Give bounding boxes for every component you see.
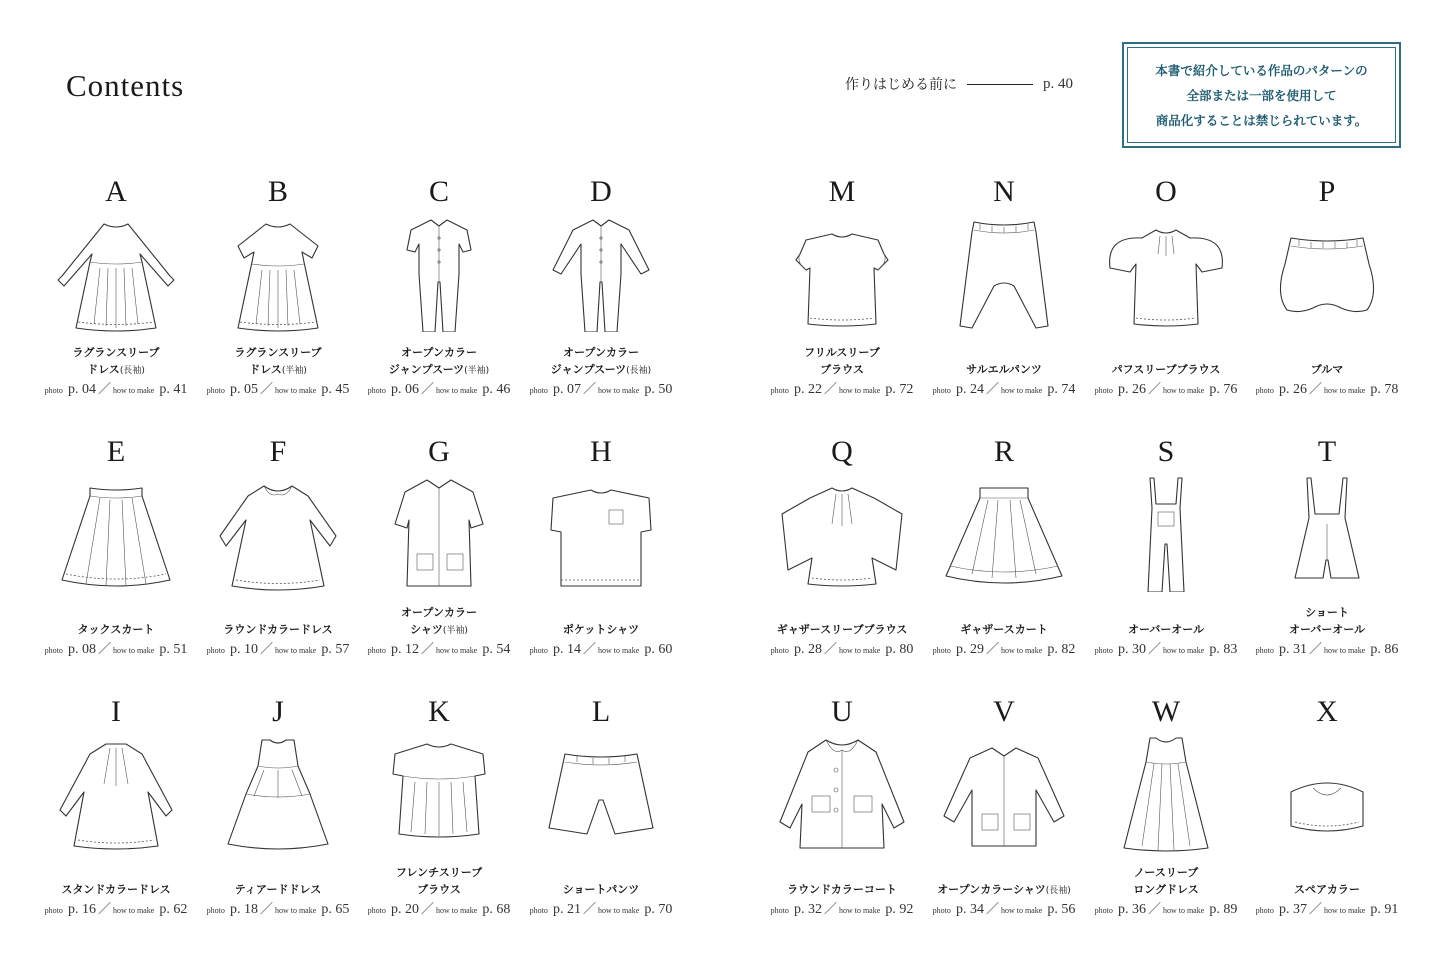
entry-name (760, 621, 924, 638)
stand-collar-dress-icon (52, 734, 180, 852)
entry-name (357, 864, 521, 898)
photo-page: p. 07 (552, 382, 581, 397)
entry-letter: L (591, 695, 611, 728)
entry-letter: R (993, 435, 1014, 468)
how-page: p. 56 (1047, 902, 1076, 917)
separator: ／ (1308, 382, 1322, 397)
how-page: p. 78 (1370, 382, 1399, 397)
photo-page: p. 31 (1278, 642, 1307, 657)
separator: ／ (985, 382, 999, 397)
short-overall-icon (1263, 474, 1391, 592)
frill-blouse-icon (778, 214, 906, 332)
how-page: p. 60 (644, 642, 673, 657)
how-page: p. 91 (1370, 902, 1399, 917)
entry-letter: N (993, 175, 1015, 208)
entry-page-refs (1237, 378, 1417, 398)
photo-label: photo (529, 906, 548, 915)
entry-name (1245, 881, 1409, 898)
entry-name-line: ショートパンツ (562, 883, 640, 896)
how-label: how to make (597, 646, 640, 655)
photo-label: photo (44, 906, 63, 915)
entry-letter: H (590, 435, 612, 468)
entry-name-line: フリルスリーブ (804, 346, 880, 359)
gather-skirt-icon (940, 474, 1068, 592)
how-page: p. 45 (321, 382, 350, 397)
tuck-skirt-icon (52, 474, 180, 592)
photo-page: p. 21 (552, 902, 581, 917)
how-label: how to make (1000, 906, 1043, 915)
leader-rule (967, 84, 1033, 85)
gather-sleeve-blouse-icon (778, 474, 906, 592)
entry-name (196, 621, 360, 638)
entry-name-line: シャツ(半袖) (410, 623, 468, 636)
entry-page-refs (26, 898, 206, 918)
separator: ／ (1147, 642, 1161, 657)
entry-name (34, 344, 198, 380)
entry-letter: K (428, 695, 450, 728)
entry-letter: G (428, 435, 450, 468)
photo-page: p. 10 (229, 642, 258, 657)
photo-label: photo (1094, 386, 1113, 395)
how-label: how to make (1162, 646, 1205, 655)
photo-page: p. 14 (552, 642, 581, 657)
photo-label: photo (1255, 906, 1274, 915)
tiered-dress-icon (214, 734, 342, 852)
entry-page-refs (752, 378, 932, 398)
how-page: p. 41 (159, 382, 188, 397)
entry-name-line: フレンチスリーブ (395, 866, 483, 879)
how-label: how to make (1323, 646, 1366, 655)
separator: ／ (1308, 902, 1322, 917)
entry-name-line: ブラウス (820, 363, 864, 376)
spare-collar-icon (1263, 734, 1391, 852)
how-page: p. 46 (482, 382, 511, 397)
notice-line: 全部または一部を使用して (1186, 87, 1337, 103)
entry-name (196, 344, 360, 380)
open-collar-shirt-long-icon (940, 734, 1068, 852)
photo-page: p. 24 (955, 382, 984, 397)
photo-label: photo (206, 386, 225, 395)
puff-blouse-icon (1102, 214, 1230, 332)
copyright-notice (1122, 42, 1401, 148)
how-label: how to make (1000, 386, 1043, 395)
how-page: p. 62 (159, 902, 188, 917)
how-label: how to make (838, 646, 881, 655)
photo-page: p. 16 (67, 902, 96, 917)
entry-name-line: オーバーオール (1288, 623, 1365, 636)
how-label: how to make (838, 386, 881, 395)
photo-page: p. 37 (1278, 902, 1307, 917)
entry-name (196, 881, 360, 898)
entry-name (1245, 361, 1409, 378)
entry-letter: M (828, 175, 856, 208)
separator: ／ (823, 642, 837, 657)
how-page: p. 89 (1209, 902, 1238, 917)
entry-name-line: ラグランスリーブ (72, 346, 160, 359)
how-label: how to make (112, 646, 155, 655)
entry-page-refs (511, 378, 691, 398)
photo-page: p. 29 (955, 642, 984, 657)
photo-page: p. 12 (390, 642, 419, 657)
how-label: how to make (274, 646, 317, 655)
entry-name (1245, 604, 1409, 638)
entry-page-refs (1076, 638, 1256, 658)
separator: ／ (582, 642, 596, 657)
photo-page: p. 04 (67, 382, 96, 397)
photo-label: photo (770, 386, 789, 395)
how-page: p. 76 (1209, 382, 1238, 397)
entry-name-line: オープンカラー (400, 346, 477, 359)
entry-page-refs (1237, 638, 1417, 658)
entry-name (519, 621, 683, 638)
photo-page: p. 08 (67, 642, 96, 657)
entry-letter: W (1151, 695, 1181, 728)
entry-name-line: ノースリーブ (1133, 866, 1199, 879)
entry-letter: C (428, 175, 449, 208)
entry-page-refs (1237, 898, 1417, 918)
entry-page-refs (26, 638, 206, 658)
entry-name-line: ポケットシャツ (562, 623, 640, 636)
how-page: p. 57 (321, 642, 350, 657)
photo-label: photo (44, 386, 63, 395)
entry-page-refs (1076, 898, 1256, 918)
entry-page-refs (188, 638, 368, 658)
how-page: p. 68 (482, 902, 511, 917)
entry-name (922, 361, 1086, 378)
sleeveless-long-dress-icon (1102, 734, 1230, 852)
photo-label: photo (1094, 646, 1113, 655)
photo-page: p. 05 (229, 382, 258, 397)
entry-page-refs (511, 898, 691, 918)
entry-page-refs (188, 898, 368, 918)
entry-page-refs (349, 898, 529, 918)
entry-page-refs (914, 638, 1094, 658)
entry-page-refs (1076, 378, 1256, 398)
entry-page-refs (349, 638, 529, 658)
separator: ／ (582, 902, 596, 917)
how-label: how to make (274, 386, 317, 395)
entry-name (1084, 361, 1248, 378)
entry-name (34, 621, 198, 638)
photo-label: photo (770, 906, 789, 915)
entry-name-line: ブルマ (1310, 363, 1344, 376)
entry-page-refs (188, 378, 368, 398)
how-page: p. 80 (885, 642, 914, 657)
bloomers-icon (1263, 214, 1391, 332)
how-page: p. 82 (1047, 642, 1076, 657)
separator: ／ (97, 382, 111, 397)
entry-letter: E (106, 435, 126, 468)
entry-letter: Q (831, 435, 853, 468)
entry-name-line: ブラウス (417, 883, 461, 896)
french-sleeve-blouse-icon (375, 734, 503, 852)
how-page: p. 65 (321, 902, 350, 917)
entry-letter: D (590, 175, 612, 208)
how-label: how to make (274, 906, 317, 915)
separator: ／ (823, 902, 837, 917)
photo-label: photo (770, 646, 789, 655)
photo-page: p. 32 (793, 902, 822, 917)
notice-line: 本書で紹介している作品のパターンの (1155, 62, 1368, 78)
entry-name-line: ショート (1305, 606, 1349, 619)
entry-name (760, 881, 924, 898)
entry-name-line: オープンカラー (562, 346, 639, 359)
entry-name-line: オーバーオール (1127, 623, 1204, 636)
photo-page: p. 26 (1278, 382, 1307, 397)
contents-title: Contents (66, 68, 185, 103)
photo-label: photo (932, 906, 951, 915)
entry-page-refs (752, 898, 932, 918)
how-label: how to make (1162, 906, 1205, 915)
entry-name-line: オープンカラーシャツ(長袖) (937, 883, 1071, 896)
entry-name-line: ギャザースリーブブラウス (776, 623, 908, 636)
entry-name-line: タックスカート (77, 623, 155, 636)
photo-label: photo (206, 646, 225, 655)
entry-letter: I (111, 695, 121, 728)
entry-name (357, 604, 521, 640)
entry-letter: F (269, 435, 287, 468)
separator: ／ (582, 382, 596, 397)
separator: ／ (1147, 902, 1161, 917)
separator: ／ (420, 382, 434, 397)
raglan-dress-short-icon (214, 214, 342, 332)
entry-page-refs (914, 378, 1094, 398)
entry-name (519, 344, 683, 380)
entry-name-line: ラグランスリーブ (234, 346, 322, 359)
how-label: how to make (1323, 906, 1366, 915)
photo-label: photo (367, 906, 386, 915)
how-label: how to make (435, 646, 478, 655)
separator: ／ (259, 382, 273, 397)
how-page: p. 70 (644, 902, 673, 917)
entry-letter: S (1157, 435, 1175, 468)
jumpsuit-long-icon (537, 214, 665, 332)
entry-name-line: オープンカラー (400, 606, 477, 619)
how-page: p. 50 (644, 382, 673, 397)
how-page: p. 86 (1370, 642, 1399, 657)
entry-name-line: サルエルパンツ (966, 363, 1042, 376)
photo-page: p. 36 (1117, 902, 1146, 917)
separator: ／ (420, 642, 434, 657)
entry-letter: X (1316, 695, 1338, 728)
round-collar-dress-icon (214, 474, 342, 592)
photo-page: p. 34 (955, 902, 984, 917)
entry-name (357, 344, 521, 380)
how-label: how to make (112, 386, 155, 395)
raglan-dress-long-icon (52, 214, 180, 332)
entry-name (519, 881, 683, 898)
entry-name-line: ロングドレス (1133, 883, 1199, 896)
photo-label: photo (529, 386, 548, 395)
prep-label: 作りはじめる前に (845, 77, 957, 93)
entry-name-line: スタンドカラードレス (61, 883, 171, 896)
photo-label: photo (1255, 646, 1274, 655)
entry-name-line: ラウンドカラードレス (223, 623, 333, 636)
how-page: p. 92 (885, 902, 914, 917)
overall-icon (1102, 474, 1230, 592)
entry-letter: O (1155, 175, 1177, 208)
photo-page: p. 18 (229, 902, 258, 917)
separator: ／ (985, 902, 999, 917)
photo-page: p. 06 (390, 382, 419, 397)
separator: ／ (985, 642, 999, 657)
entry-name (922, 621, 1086, 638)
how-label: how to make (838, 906, 881, 915)
photo-label: photo (932, 386, 951, 395)
jumpsuit-short-icon (375, 214, 503, 332)
entry-name-line: ジャンプスーツ(長袖) (550, 363, 652, 376)
separator: ／ (823, 382, 837, 397)
entry-page-refs (752, 638, 932, 658)
photo-page: p. 28 (793, 642, 822, 657)
photo-label: photo (1255, 386, 1274, 395)
photo-page: p. 26 (1117, 382, 1146, 397)
how-label: how to make (435, 386, 478, 395)
round-collar-coat-icon (778, 734, 906, 852)
photo-label: photo (206, 906, 225, 915)
entry-page-refs (914, 898, 1094, 918)
entry-name (1084, 621, 1248, 638)
entry-name-line: ドレス(半袖) (249, 363, 307, 376)
how-label: how to make (597, 386, 640, 395)
how-label: how to make (112, 906, 155, 915)
entry-letter: B (267, 175, 288, 208)
entry-name-line: ジャンプスーツ(半袖) (388, 363, 490, 376)
prep-entry[interactable] (845, 74, 1073, 94)
separator: ／ (420, 902, 434, 917)
photo-label: photo (367, 386, 386, 395)
how-page: p. 83 (1209, 642, 1238, 657)
notice-line: 商品化することは禁じられています。 (1155, 112, 1368, 128)
photo-label: photo (44, 646, 63, 655)
how-label: how to make (1323, 386, 1366, 395)
entry-letter: J (272, 695, 284, 728)
entry-letter: A (105, 175, 127, 208)
separator: ／ (259, 902, 273, 917)
how-page: p. 74 (1047, 382, 1076, 397)
short-pants-icon (537, 734, 665, 852)
photo-label: photo (1094, 906, 1113, 915)
entry-name (760, 344, 924, 378)
separator: ／ (259, 642, 273, 657)
separator: ／ (1308, 642, 1322, 657)
entry-letter: U (831, 695, 853, 728)
entry-name-line: スペアカラー (1294, 883, 1360, 896)
entry-name (1084, 864, 1248, 898)
entry-name-line: ドレス(長袖) (87, 363, 145, 376)
photo-label: photo (932, 646, 951, 655)
entry-letter: V (993, 695, 1015, 728)
photo-label: photo (367, 646, 386, 655)
separator: ／ (1147, 382, 1161, 397)
entry-letter: T (1317, 435, 1337, 468)
how-page: p. 54 (482, 642, 511, 657)
how-label: how to make (1162, 386, 1205, 395)
pocket-shirt-icon (537, 474, 665, 592)
how-label: how to make (597, 906, 640, 915)
entry-name-line: ギャザースカート (960, 623, 1048, 636)
entry-name-line: ティアードドレス (234, 883, 322, 896)
separator: ／ (97, 902, 111, 917)
entry-page-refs (511, 638, 691, 658)
entry-page-refs (26, 378, 206, 398)
how-label: how to make (435, 906, 478, 915)
sarouel-pants-icon (940, 214, 1068, 332)
entry-name-line: ラウンドカラーコート (787, 883, 897, 896)
prep-page: p. 40 (1043, 75, 1073, 92)
photo-page: p. 30 (1117, 642, 1146, 657)
separator: ／ (97, 642, 111, 657)
how-page: p. 51 (159, 642, 188, 657)
open-collar-shirt-icon (375, 474, 503, 592)
photo-page: p. 20 (390, 902, 419, 917)
entry-letter: P (1318, 175, 1336, 208)
how-page: p. 72 (885, 382, 914, 397)
photo-label: photo (529, 646, 548, 655)
entry-page-refs (349, 378, 529, 398)
entry-name (34, 881, 198, 898)
photo-page: p. 22 (793, 382, 822, 397)
how-label: how to make (1000, 646, 1043, 655)
entry-name-line: パフスリーブブラウス (1111, 363, 1221, 376)
